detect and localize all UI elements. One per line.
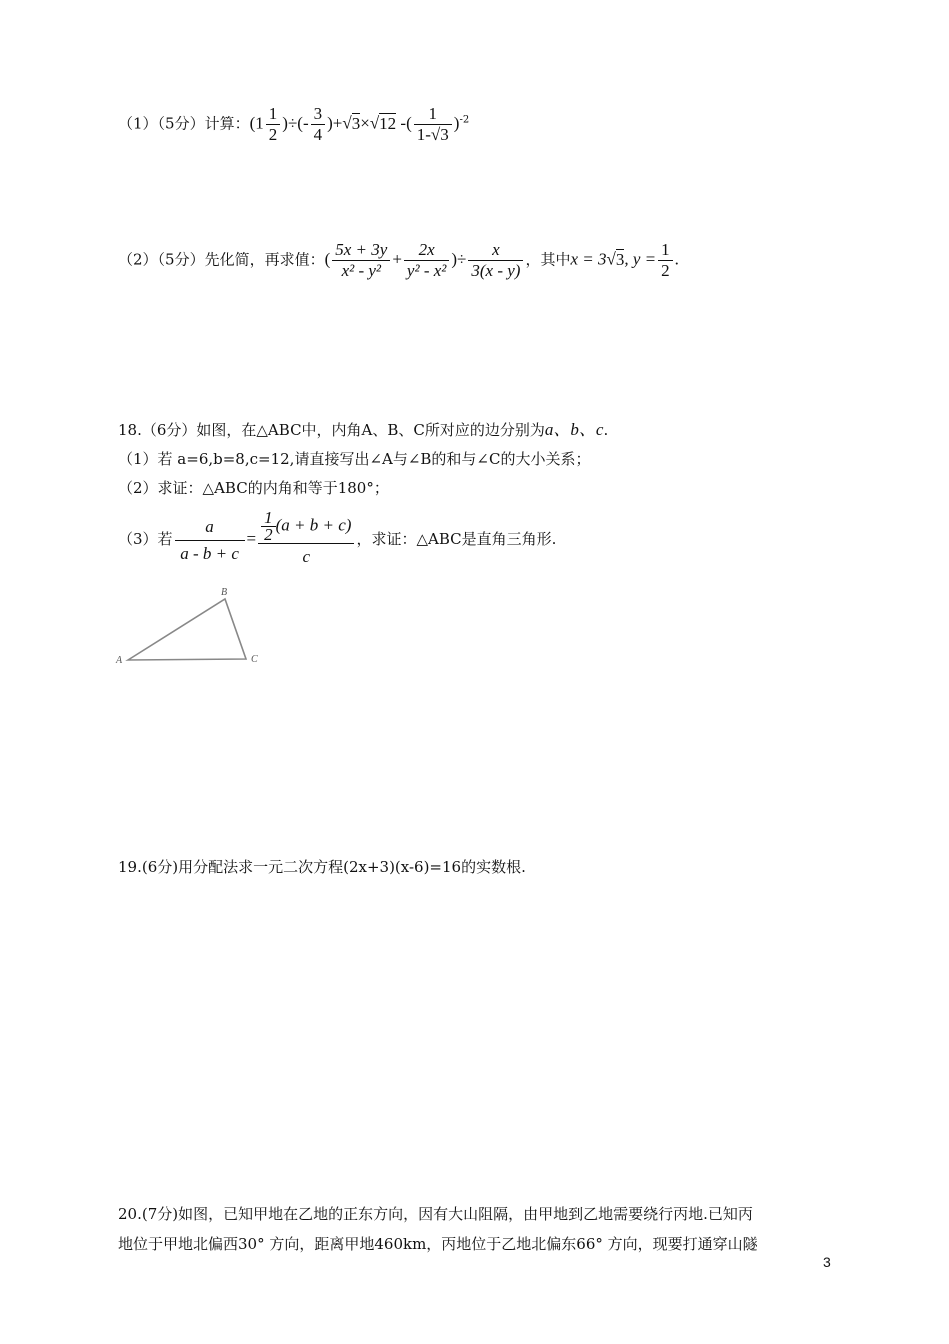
q17-p1-label: （1）（5分）计算：: [118, 114, 250, 133]
q19-text: 19.(6分)用分配法求一元二次方程(2x+3)(x-6)=16的实数根.: [118, 858, 526, 876]
q17-part2: （2）（5分）先化简，再求值：( $\frac{5x + 3y}{\text{x² - y²}}$ + $\frac{2x}{\text{y² - x²}}$ )÷ $\frac{x}{3(x - y)}$ ，其中x = 3√3, y = $\frac{1}{2}$ .: [118, 240, 679, 280]
q18-part3: （3）若 $\frac{a}{a - b + c}$ = $\frac{1}{2}$ (a + b + c) c ，求证：△ABC是直角三角形.: [118, 508, 557, 566]
triangle-abc: [128, 599, 246, 660]
vertex-a-label: A: [116, 655, 123, 666]
q18-sides: a、b、c: [544, 420, 604, 439]
q18-title: 18.（6分）如图，在△ABC中，内角A、B、C所对应的边分别为a、b、c.: [118, 420, 609, 439]
q18-part1: （1）若 a=6,b=8,c=12,请直接写出∠A与∠B的和与∠C的大小关系；: [118, 450, 591, 468]
q20-line1: 20.(7分)如图，已知甲地在乙地的正东方向，因有大山阻隔，由甲地到乙地需要绕行丙地.已知丙: [118, 1205, 753, 1223]
q17-part1: （1）（5分）计算：(1 $\frac{1}{2}$ )÷(- $\frac{3}{4}$ )+√3×√12 -( $\frac{1}{1-√3}$ )$^{-2}$: [118, 104, 470, 144]
q20-line2: 地位于甲地北偏西30° 方向，距离甲地460km，丙地位于乙地北偏东66° 方向，现要打通穿山隧: [118, 1235, 758, 1253]
q18-part2: （2）求证：△ABC的内角和等于180°；: [118, 479, 389, 497]
triangle-abc-figure: [112, 585, 272, 675]
q17-p2-label: （2）（5分）先化简，再求值：: [118, 250, 325, 269]
page-number: 3: [823, 1254, 831, 1270]
vertex-c-label: C: [251, 654, 258, 665]
vertex-b-label: B: [221, 587, 228, 598]
